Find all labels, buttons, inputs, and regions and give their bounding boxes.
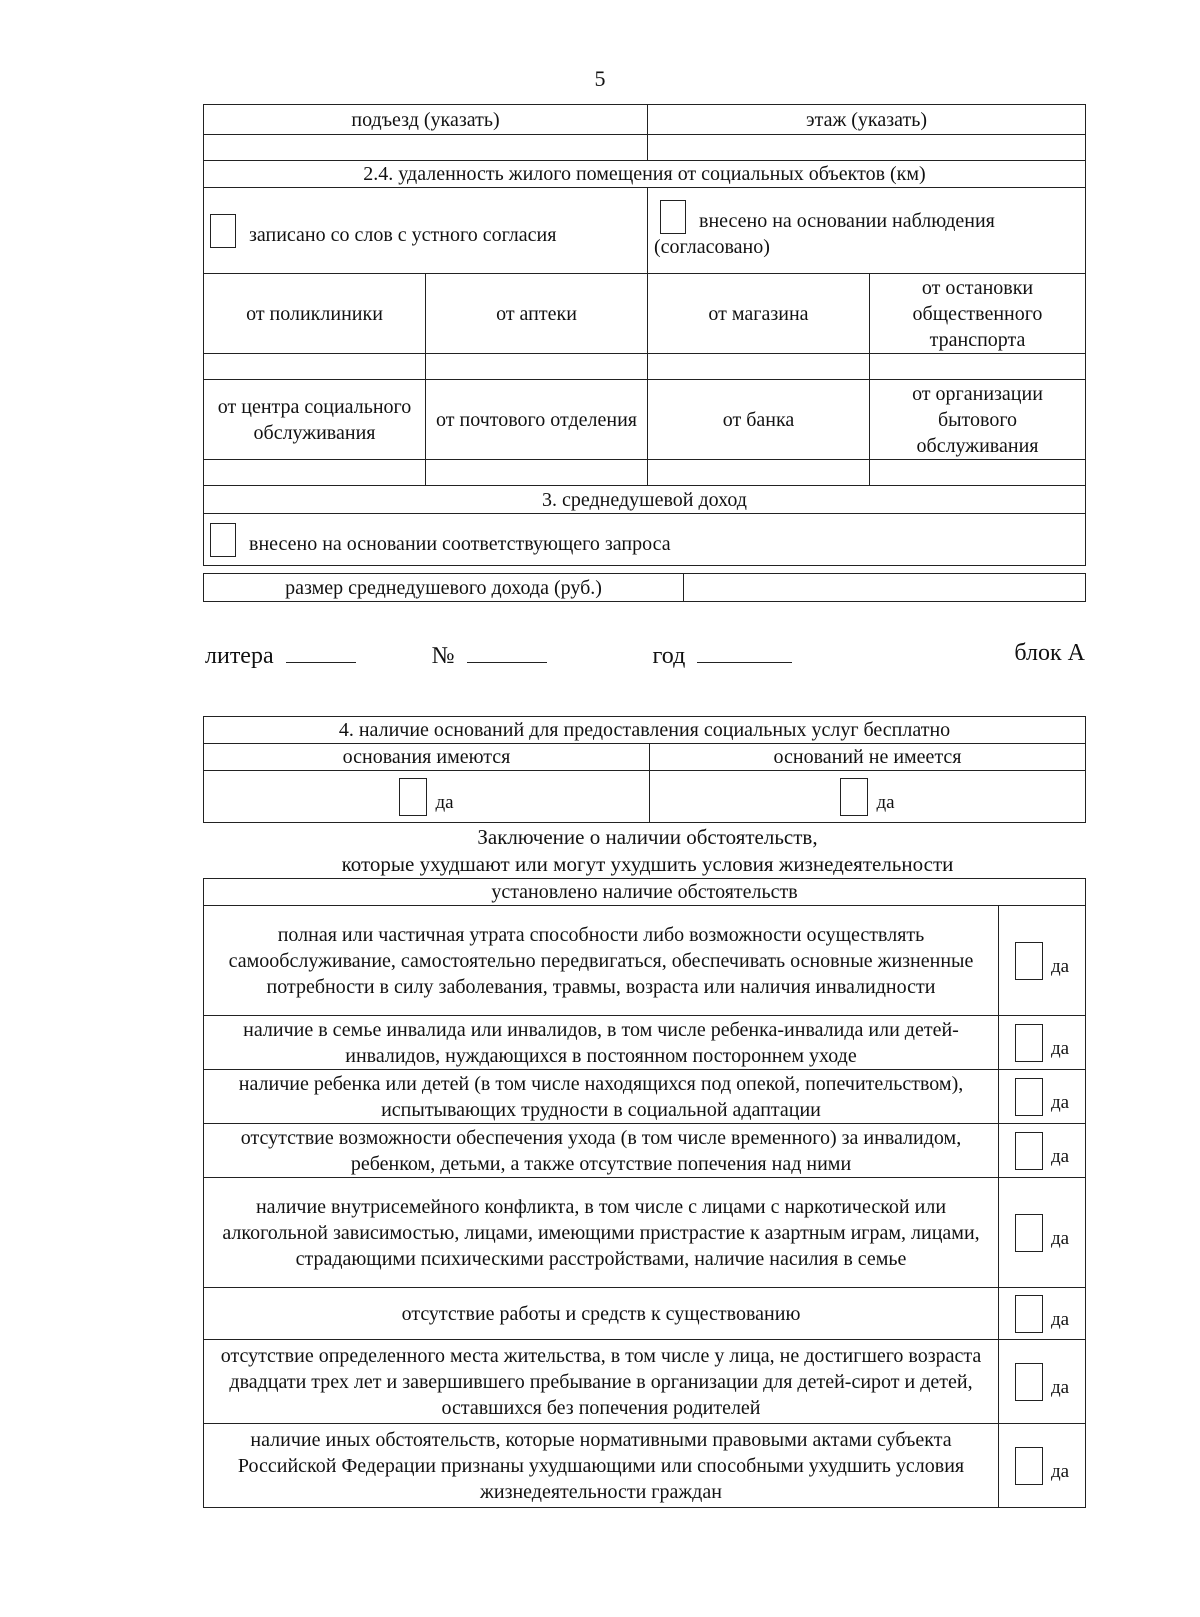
yes-label: да [1050, 1308, 1070, 1330]
circumstance-text: отсутствие работы и средств к существованию [204, 1288, 999, 1340]
distance-label: от центра социального обслуживания [204, 380, 426, 460]
circumstance-check-cell [999, 1178, 1086, 1288]
col-have-label: основания имеются [204, 744, 650, 771]
circumstance-text: полная или частичная утрата способности либо возможности осуществлять самообслуживание, самостоятельно передвигаться, обеспечивать основные жизненные потребности в силу заболевания, травмы, возраста или наличия инвалидности [204, 906, 999, 1016]
option-observed-cell [648, 188, 1086, 274]
circumstance-check-cell [999, 1016, 1086, 1070]
conclusion-title-line1: Заключение о наличии обстоятельств, [477, 825, 818, 849]
litera-label: литера [205, 643, 274, 669]
option-verbal-cell [204, 188, 648, 274]
option-request-label: внесено на основании соответствующего запроса [249, 532, 671, 555]
distance-value-cell[interactable] [204, 354, 426, 380]
section-3-title: 3. среднедушевой доход [204, 486, 1086, 514]
verbal-checkbox[interactable] [210, 214, 236, 248]
option-observed-note: (согласовано) [654, 236, 770, 258]
circumstance-check-cell [999, 1070, 1086, 1124]
distance-value-cell[interactable] [648, 354, 870, 380]
section-4-table [203, 716, 1086, 823]
have-yes-checkbox[interactable] [399, 778, 427, 816]
yes-label: да [1050, 1460, 1070, 1482]
distance-label: от магазина [648, 274, 870, 354]
year-field[interactable] [697, 640, 792, 663]
circumstance-checkbox[interactable] [1015, 1363, 1043, 1401]
have-not-cell [650, 771, 1086, 823]
option-verbal-label: записано со слов с устного согласия [249, 223, 557, 246]
circumstance-checkbox[interactable] [1015, 1214, 1043, 1252]
distance-value-cell[interactable] [870, 460, 1086, 486]
distance-label: от организации бытового обслуживания [870, 380, 1086, 460]
yes-label: да [1050, 955, 1070, 977]
circumstance-checkbox[interactable] [1015, 1132, 1043, 1170]
yes-label: да [1050, 1376, 1070, 1398]
circumstance-check-cell [999, 1288, 1086, 1340]
distance-label: от остановки общественного транспорта [870, 274, 1086, 354]
circumstance-text: отсутствие возможности обеспечения ухода (в том числе временного) за инвалидом, ребенком, детьми, а также отсутствие попечения над ними [204, 1124, 999, 1178]
block-label: блок А [1014, 640, 1085, 666]
litera-field[interactable] [286, 640, 356, 663]
income-table [203, 573, 1086, 602]
distance-value-cell[interactable] [426, 354, 648, 380]
observed-checkbox[interactable] [660, 200, 686, 234]
yes-label: да [1050, 1091, 1070, 1113]
distance-label: от поликлиники [204, 274, 426, 354]
conclusion-title-line2: которые ухудшают или могут ухудшить условия жизнедеятельности [341, 852, 954, 876]
circumstance-checkbox[interactable] [1015, 1447, 1043, 1485]
circumstance-check-cell [999, 1424, 1086, 1508]
circumstance-checkbox[interactable] [1015, 942, 1043, 980]
block-line [205, 640, 1085, 670]
circumstance-text: наличие иных обстоятельств, которые нормативными правовыми актами субъекта Российской Федерации признаны ухудшающими или способными ухудшить условия жизнедеятельности граждан [204, 1424, 999, 1508]
yes-label: да [435, 791, 454, 813]
distance-value-cell[interactable] [870, 354, 1086, 380]
circumstance-checkbox[interactable] [1015, 1295, 1043, 1333]
distance-label: от почтового отделения [426, 380, 648, 460]
distance-value-cell[interactable] [204, 460, 426, 486]
entrance-label: подъезд (указать) [204, 105, 648, 135]
circumstance-text: наличие ребенка или детей (в том числе находящихся под опекой, попечительством), испытывающих трудности в социальной адаптации [204, 1070, 999, 1124]
request-checkbox[interactable] [210, 523, 236, 557]
option-observed-label: внесено на основании наблюдения [699, 210, 995, 232]
conclusion-table [203, 878, 1086, 1508]
income-value-cell[interactable] [684, 574, 1086, 602]
page-number: 5 [594, 66, 606, 91]
yes-label: да [1050, 1145, 1070, 1167]
yes-label: да [876, 791, 895, 813]
year-label: год [652, 643, 686, 669]
distance-label: от банка [648, 380, 870, 460]
circumstance-check-cell [999, 1124, 1086, 1178]
housing-table [203, 104, 1086, 566]
circumstance-checkbox[interactable] [1015, 1078, 1043, 1116]
yes-label: да [1050, 1227, 1070, 1249]
number-label: № [431, 643, 455, 669]
section-4-title: 4. наличие оснований для предоставления социальных услуг бесплатно [204, 717, 1086, 744]
distance-label: от аптеки [426, 274, 648, 354]
floor-value-cell[interactable] [648, 135, 1086, 161]
floor-label: этаж (указать) [648, 105, 1086, 135]
entrance-value-cell[interactable] [204, 135, 648, 161]
have-not-yes-checkbox[interactable] [840, 778, 868, 816]
income-label: размер среднедушевого дохода (руб.) [204, 574, 684, 602]
distance-value-cell[interactable] [648, 460, 870, 486]
option-request-cell [204, 514, 1086, 566]
have-cell [204, 771, 650, 823]
yes-label: да [1050, 1037, 1070, 1059]
circumstance-checkbox[interactable] [1015, 1024, 1043, 1062]
circumstance-check-cell [999, 906, 1086, 1016]
col-have-not-label: оснований не имеется [650, 744, 1086, 771]
circumstance-text: наличие внутрисемейного конфликта, в том числе с лицами с наркотической или алкогольной зависимостью, лицами, имеющими пристрастие к азартным играм, лицами, страдающими психическими расстройствами, наличие насилия в семье [204, 1178, 999, 1288]
conclusion-header: установлено наличие обстоятельств [204, 879, 1086, 906]
number-field[interactable] [467, 640, 547, 663]
circumstance-text: наличие в семье инвалида или инвалидов, в том числе ребенка-инвалида или детей-инвалидов, нуждающихся в постоянном постороннем уходе [204, 1016, 999, 1070]
circumstance-check-cell [999, 1340, 1086, 1424]
circumstance-text: отсутствие определенного места жительства, в том числе у лица, не достигшего возраста двадцати трех лет и завершившего пребывание в организации для детей-сирот и детей, оставшихся без попечения родителей [204, 1340, 999, 1424]
section-2-4-title: 2.4. удаленность жилого помещения от социальных объектов (км) [204, 161, 1086, 188]
distance-value-cell[interactable] [426, 460, 648, 486]
